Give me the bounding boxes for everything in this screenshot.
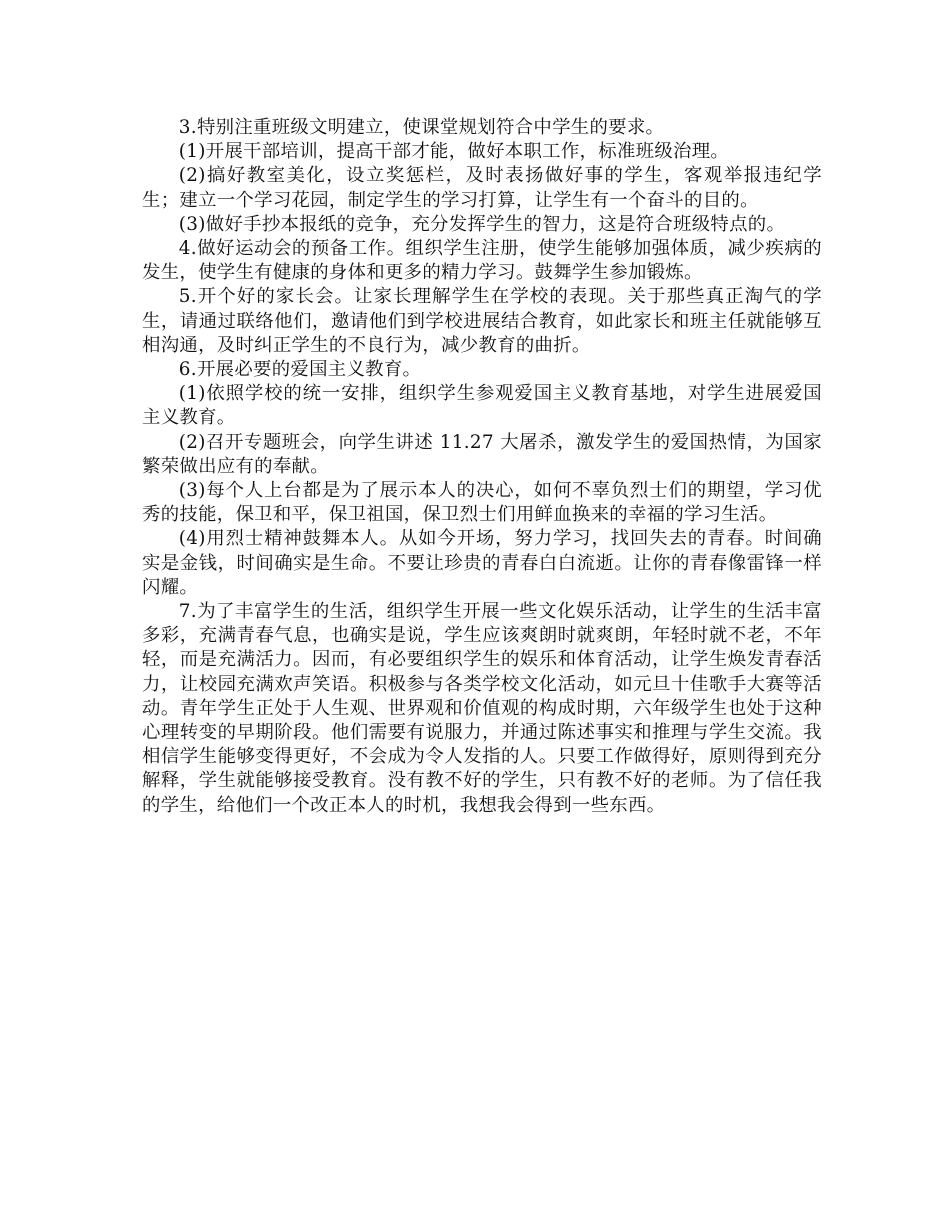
paragraph-3-1: (1)开展干部培训，提高干部才能，做好本职工作，标准班级治理。 (178, 141, 730, 163)
paragraph-7: 7.为了丰富学生的生活，组织学生开展一些文化娱乐活动，让学生的生活丰富多彩，充满青春气息，也确实是说，学生应该爽朗时就爽朗，年轻时就不老，不年轻，而是充满活力。因而，有必要组织学生的娱乐和体育活动，让学生焕发青春活力，让校园充满欢声笑语。积极参与各类学校文化活动，如元旦十佳歌手大赛等活动。青年学生正处于人生观、世界观和价值观的构成时期，六年级学生也处于这种心理转变的早期阶段。他们需要有说服力，并通过陈述事实和推理与学生交流。我相信学生能够变得更好，不会成为令人发指的人。只要工作做得好，原则得到充分解释，学生就能够接受教育。没有教不好的学生，只有教不好的老师。为了信任我的学生，给他们一个改正本人的时机，我想我会得到一些东西。 (142, 601, 822, 816)
paragraph-3: 3.特别注重班级文明建立，使课堂规划符合中学生的要求。 (178, 117, 665, 138)
paragraph-6-4: (4)用烈士精神鼓舞本人。从如今开场，努力学习，找回失去的青春。时间确实是金钱，时间确实是生命。不要让珍贵的青春白白流逝。让你的青春像雷锋一样闪耀。 (142, 528, 822, 598)
paragraph-6-1: (1)依照学校的统一安排，组织学生参观爱国主义教育基地，对学生进展爱国主义教育。 (142, 383, 822, 429)
paragraph-6-2: (2)召开专题班会，向学生讲述 11.27 大屠杀，激发学生的爱国热情，为国家繁荣做出应有的奉献。 (142, 431, 822, 477)
document-body (142, 116, 822, 818)
paragraph-3-2: (2)搞好教室美化，设立奖惩栏，及时表扬做好事的学生，客观举报违纪学生；建立一个学习花园，制定学生的学习打算，让学生有一个奋斗的目的。 (142, 165, 822, 211)
paragraph-6: 6.开展必要的爱国主义教育。 (178, 359, 422, 381)
paragraph-5: 5.开个好的家长会。让家长理解学生在学校的表现。关于那些真正淘气的学生，请通过联络他们，邀请他们到学校进展结合教育，如此家长和班主任就能够互相沟通，及时纠正学生的不良行为，减少教育的曲折。 (142, 286, 822, 356)
paragraph-6-3: (3)每个人上台都是为了展示本人的决心，如何不辜负烈士们的期望，学习优秀的技能，保卫和平，保卫祖国，保卫烈士们用鲜血换来的幸福的学习生活。 (142, 480, 822, 526)
paragraph-3-3: (3)做好手抄本报纸的竞争，充分发挥学生的智力，这是符合班级特点的。 (178, 213, 786, 235)
paragraph-4: 4.做好运动会的预备工作。组织学生注册，使学生能够加强体质，减少疾病的发生，使学生有健康的身体和更多的精力学习。鼓舞学生参加锻炼。 (142, 238, 822, 284)
